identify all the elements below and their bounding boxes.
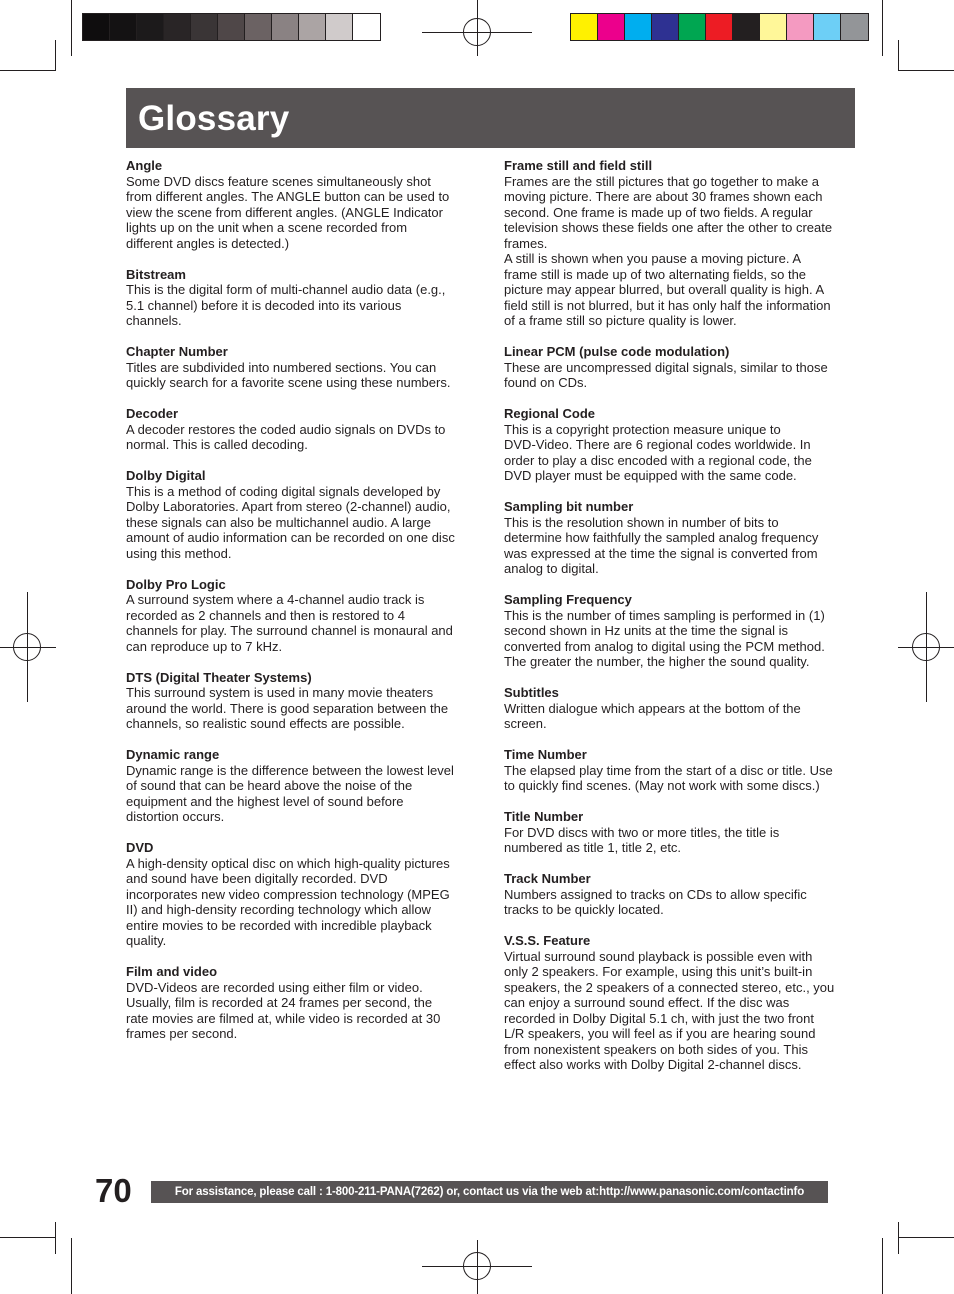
glossary-entry [504, 685, 856, 732]
crop-mark-bottom-left-v [71, 1238, 72, 1294]
glossary-entry [504, 158, 856, 329]
grayscale-swatch [137, 14, 164, 40]
glossary-definition: Virtual surround sound playback is possible even with only 2 speakers. For example, using this unit’s built-in speakers, the 2 speakers of a connected stereo, etc., you can enjoy a surround sound effect. If the disc was recorded in Dolby Digital 5.1 ch, with just the two front L/R speakers, you will feel as if you are hearing sound from nonexistent speakers on both sides of you. This effect also works with Dolby Digital 2-channel discs. [504, 948, 835, 1072]
glossary-term: Subtitles [504, 685, 559, 700]
glossary-term: Decoder [126, 406, 179, 421]
process-color-swatch [598, 14, 625, 40]
crop-mark-bottom-right-h [898, 1237, 954, 1238]
crop-mark-top-right-h [898, 70, 954, 71]
glossary-definition: Titles are subdivided into numbered sections. You can quickly search for a favorite scene using these numbers. [126, 359, 451, 390]
process-color-swatch [652, 14, 679, 40]
process-color-swatch [706, 14, 733, 40]
glossary-definition: This is the digital form of multi-channel audio data (e.g., 5.1 channel) before it is decoded into its various channels. [126, 282, 446, 328]
glossary-term: Frame still and field still [504, 158, 653, 173]
glossary-entry [126, 670, 478, 732]
glossary-definition: These are uncompressed digital signals, similar to those found on CDs. [504, 359, 828, 390]
crop-mark-bottom-left-h [0, 1237, 56, 1238]
glossary-entry [126, 344, 478, 391]
glossary-entry [126, 577, 478, 655]
grayscale-swatch [83, 14, 110, 40]
glossary-entry [126, 747, 478, 825]
glossary-definition: DVD-Videos are recorded using either film or video. Usually, film is recorded at 24 frames per second, the rate movies are filmed at, while video is recorded at 30 frames per second. [126, 979, 441, 1041]
glossary-definition: Frames are the still pictures that go together to make a moving picture. There are about 30 frames shown each second. One frame is made up of two fields. A regular television shows these fields one after the other to create frames. A still is shown when you pause a moving picture. A frame still is made up of two alternating fields, so the picture may appear blurred, but overall quality is high. A field still is not blurred, but it has only half the information of a frame still so picture quality is lower. [504, 173, 833, 328]
glossary-term: Angle [126, 158, 163, 173]
page-title: Glossary [138, 99, 290, 138]
process-color-swatch [841, 14, 868, 40]
grayscale-swatch [245, 14, 272, 40]
glossary-entry [126, 158, 478, 251]
grayscale-swatch [218, 14, 245, 40]
process-color-swatch [787, 14, 814, 40]
glossary-term: V.S.S. Feature [504, 933, 591, 948]
grayscale-swatch [299, 14, 326, 40]
glossary-definition: The elapsed play time from the start of a disc or title. Use to quickly find scenes. (May not work with some discs.) [504, 762, 833, 793]
title-bar [126, 88, 855, 148]
crop-mark-top-right-v [882, 0, 883, 56]
process-color-swatch [814, 14, 841, 40]
glossary-entry [504, 933, 856, 1073]
glossary-definition: Written dialogue which appears at the bottom of the screen. [504, 700, 801, 731]
glossary-definition: This is a copyright protection measure unique to DVD-Video. There are 6 regional codes worldwide. In order to play a disc encoded with a regional code, the DVD player must be equipped with the same code. [504, 421, 812, 483]
glossary-term: Title Number [504, 809, 584, 824]
glossary-term: Sampling bit number [504, 499, 634, 514]
glossary-entry [126, 468, 478, 561]
grayscale-swatch [164, 14, 191, 40]
process-color-bar [570, 13, 869, 41]
glossary-term: Dolby Digital [126, 468, 206, 483]
glossary-term: Regional Code [504, 406, 596, 421]
glossary-column-right [504, 158, 856, 1088]
crop-mark-bottom-right-v [882, 1238, 883, 1294]
glossary-entry [126, 267, 478, 329]
glossary-term: DVD [126, 840, 154, 855]
glossary-definition: Numbers assigned to tracks on CDs to allow specific tracks to be quickly located. [504, 886, 807, 917]
glossary-column-left [126, 158, 478, 1057]
grayscale-swatch [191, 14, 218, 40]
glossary-entry [504, 809, 856, 856]
glossary-term: Time Number [504, 747, 587, 762]
glossary-definition: Dynamic range is the difference between the lowest level of sound that can be heard above the noise of the equipment and the highest level of sound before distortion occurs. [126, 762, 454, 824]
grayscale-swatch [272, 14, 299, 40]
process-color-swatch [679, 14, 706, 40]
glossary-term: Sampling Frequency [504, 592, 632, 607]
glossary-definition: This is the number of times sampling is performed in (1) second shown in Hz units at the time the signal is converted from analog to digital using the PCM method. The greater the number, the higher the sound quality. [504, 607, 825, 669]
glossary-definition: A high-density optical disc on which high-quality pictures and sound have been digitally recorded. DVD incorporates new video compression technology (MPEG II) and high-density recording technology which allow entire movies to be recorded with incredible playback quality. [126, 855, 450, 948]
glossary-definition: This surround system is used in many movie theaters around the world. There is good separation between the channels, so realistic sound effects are possible. [126, 685, 449, 731]
crop-mark-top-left-v2 [55, 40, 56, 71]
crop-mark-top-right-v2 [898, 40, 899, 71]
glossary-term: Linear PCM (pulse code modulation) [504, 344, 730, 359]
crop-mark-top-left-h [0, 70, 56, 71]
crop-mark-bottom-left-v2 [55, 1222, 56, 1254]
glossary-term: Dynamic range [126, 747, 220, 762]
glossary-definition: This is a method of coding digital signals developed by Dolby Laboratories. Apart from stereo (2-channel) audio, these signals can also be multichannel audio. A large amount of audio information can be recorded on one disc using this method. [126, 483, 455, 561]
grayscale-swatch [326, 14, 353, 40]
assistance-footer: For assistance, please call : 1-800-211-PANA(7262) or, contact us via the web at:http://www.panasonic.com/contactinfo [151, 1181, 828, 1203]
process-color-swatch [625, 14, 652, 40]
process-color-swatch [571, 14, 598, 40]
grayscale-color-bar [82, 13, 381, 41]
glossary-term: Dolby Pro Logic [126, 576, 226, 592]
glossary-entry [504, 499, 856, 577]
glossary-entry [126, 406, 478, 453]
glossary-entry [126, 964, 478, 1042]
glossary-definition: A decoder restores the coded audio signals on DVDs to normal. This is called decoding. [126, 421, 446, 452]
glossary-term: Bitstream [126, 266, 186, 282]
glossary-term: Track Number [504, 871, 591, 886]
glossary-entry [504, 344, 856, 391]
glossary-definition: Some DVD discs feature scenes simultaneously shot from different angles. The ANGLE button can be used to view the scene from different angles. (ANGLE Indicator lights up on the unit when a scene recorded from different angles is detected.) [126, 173, 450, 251]
glossary-entry [504, 592, 856, 670]
glossary-entry [126, 840, 478, 949]
glossary-term: DTS (Digital Theater Systems) [126, 669, 312, 685]
crop-mark-top-left-v [71, 0, 72, 56]
process-color-swatch [760, 14, 787, 40]
glossary-definition: This is the resolution shown in number of bits to determine how faithfully the sampled analog frequency was expressed at the time the signal is converted from analog to digital. [504, 514, 819, 576]
glossary-term: Chapter Number [126, 344, 228, 359]
crop-mark-bottom-right-v2 [898, 1222, 899, 1254]
glossary-term: Film and video [126, 964, 218, 979]
page-number: 70 [95, 1172, 132, 1209]
glossary-definition: For DVD discs with two or more titles, the title is numbered as title 1, title 2, etc. [504, 824, 780, 855]
glossary-entry [504, 747, 856, 794]
grayscale-swatch [110, 14, 137, 40]
glossary-entry [504, 406, 856, 484]
glossary-entry [504, 871, 856, 918]
process-color-swatch [733, 14, 760, 40]
grayscale-swatch [353, 14, 380, 40]
glossary-definition: A surround system where a 4-channel audio track is recorded as 2 channels and then is restored to 4 channels for play. The surround channel is monaural and can reproduce up to 7 kHz. [126, 592, 453, 654]
